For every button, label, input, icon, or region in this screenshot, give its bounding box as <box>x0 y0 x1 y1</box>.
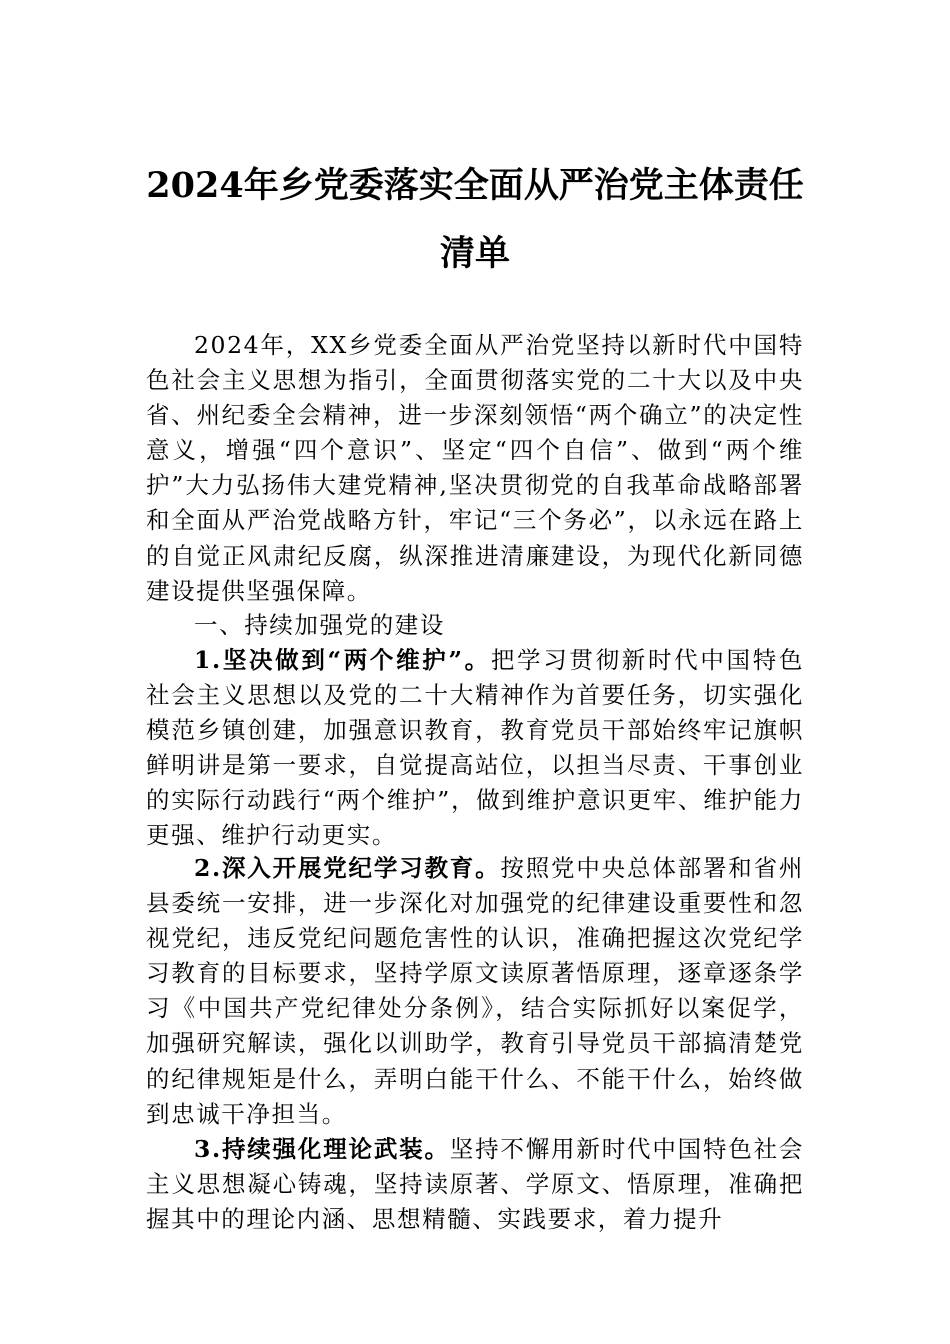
item-paragraph-1 <box>146 643 804 854</box>
item-1-body: 把学习贯彻新时代中国特色社会主义思想以及党的二十大精神作为首要任务，切实强化模范乡镇创建，加强意识教育，教育党员干部始终牢记旗帜鲜明讲是第一要求，自觉提高站位，以担当尽责、干事创业的实际行动践行“两个维护”，做到维护意识更牢、维护能力更强、维护行动更实。 <box>146 646 804 850</box>
item-3-body: 坚持不懈用新时代中国特色社会主义思想凝心铸魂，坚持读原著、学原文、悟原理，准确把握其中的理论内涵、思想精髓、实践要求，着力提升 <box>146 1135 804 1234</box>
item-2-body: 按照党中央总体部署和省州县委统一安排，进一步深化对加强党的纪律建设重要性和忽视党纪，违反党纪问题危害性的认识，准确把握这次党纪学习教育的目标要求，坚持学原文读原著悟原理，逐章逐条学习《中国共产党纪律处分条例》，结合实际抓好以案促学，加强研究解读，强化以训助学，教育引导党员干部搞清楚党的纪律规矩是什么，弄明白能干什么、不能干什么，始终做到忠诚干净担当。 <box>146 854 804 1128</box>
intro-paragraph <box>146 328 804 609</box>
item-paragraph-3 <box>146 1132 804 1237</box>
item-2-lead: 2.深入开展党纪学习教育。 <box>194 854 501 882</box>
document-title-line-2: 清单 <box>439 233 510 274</box>
section-heading-text: 一、持续加强党的建设 <box>194 611 445 639</box>
item-3-lead: 3.持续强化理论武装。 <box>194 1135 450 1163</box>
intro-text: 2024年，XX乡党委全面从严治党坚持以新时代中国特色社会主义思想为指引，全面贯彻落实党的二十大以及中央省、州纪委全会精神，进一步深刻领悟“两个确立”的决定性意义，增强“四个意识”、坚定“四个自信”、做到“两个维护”大力弘扬伟大建党精神,坚决贯彻党的自我革命战略部署和全面从严治党战略方针，牢记“三个务必”，以永远在路上的自觉正风肃纪反腐，纵深推进清廉建设，为现代化新同德建设提供坚强保障。 <box>146 331 804 605</box>
section-heading-1 <box>146 608 804 643</box>
item-1-lead: 1.坚决做到“两个维护”。 <box>194 646 491 674</box>
document-title-line-1: 2024年乡党委落实全面从严治党主体责任 <box>146 165 804 206</box>
item-paragraph-2 <box>146 851 804 1132</box>
